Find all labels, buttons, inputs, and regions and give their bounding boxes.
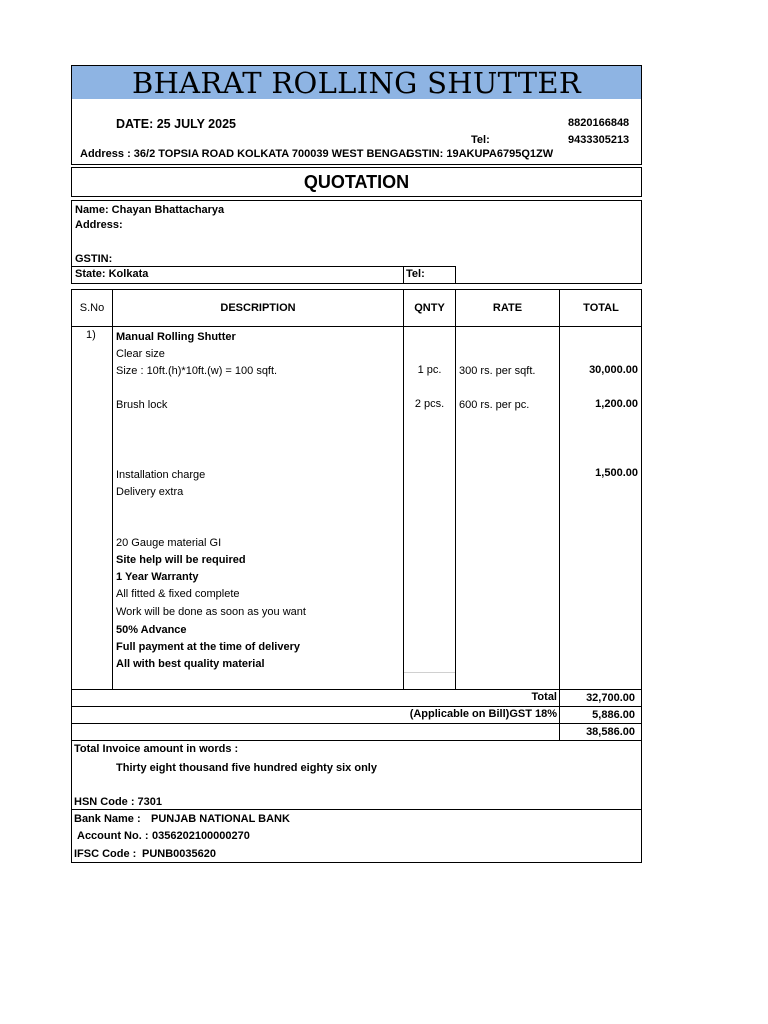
- total-label: Total: [531, 691, 557, 703]
- gst-label: (Applicable on Bill)GST 18%: [409, 708, 557, 720]
- customer-name: Name: Chayan Bhattacharya: [75, 204, 225, 216]
- qnty-faint-line: [404, 672, 455, 673]
- note-item: 50% Advance: [116, 624, 187, 636]
- customer-divider: [71, 266, 456, 267]
- bank-name-label: Bank Name :: [74, 813, 141, 825]
- table-header-divider: [71, 326, 642, 327]
- bank-name-value: PUNJAB NATIONAL BANK: [151, 813, 290, 825]
- header-description: DESCRIPTION: [220, 302, 296, 314]
- totals-divider-3: [71, 723, 642, 724]
- note-item: Site help will be required: [116, 554, 246, 566]
- customer-state: State: Kolkata: [75, 268, 149, 280]
- item-install-total: 1,500.00: [595, 467, 638, 479]
- company-phone-1: 8820166848: [568, 117, 630, 129]
- company-phone-2: 9433305213: [568, 134, 630, 146]
- item-size-total: 30,000.00: [589, 364, 638, 376]
- item-sno: 1): [86, 329, 96, 341]
- total-value: 32,700.00: [586, 692, 635, 704]
- quotation-date: DATE: 25 JULY 2025: [116, 117, 236, 131]
- company-name: BHARAT ROLLING SHUTTER: [131, 66, 582, 100]
- note-item: 1 Year Warranty: [116, 571, 199, 583]
- item-lock: Brush lock: [116, 399, 168, 411]
- account-label: Account No. :: [77, 830, 149, 842]
- customer-tel: Tel:: [406, 268, 425, 280]
- item-lock-qty: 2 pcs.: [414, 398, 445, 410]
- amount-words-value: Thirty eight thousand five hundred eighty six only: [116, 762, 377, 774]
- company-gstin: GSTIN: 19AKUPA6795Q1ZW: [406, 148, 554, 160]
- company-address: Address : 36/2 TOPSIA ROAD KOLKATA 700039 WEST BENGAL: [80, 148, 413, 160]
- item-size-rate: 300 rs. per sqft.: [459, 365, 536, 377]
- note-item: 20 Gauge material GI: [116, 537, 222, 549]
- note-item: All with best quality material: [116, 658, 265, 670]
- page-title: QUOTATION: [303, 172, 410, 192]
- header-sno: S.No: [79, 302, 105, 314]
- grand-total-value: 38,586.00: [586, 726, 635, 738]
- item-lock-rate: 600 rs. per pc.: [459, 399, 530, 411]
- customer-address: Address:: [75, 219, 123, 231]
- item-size-qty: 1 pc.: [417, 364, 442, 376]
- col-divider-qnty: [455, 289, 456, 690]
- note-item: Full payment at the time of delivery: [116, 641, 300, 653]
- item-title: Manual Rolling Shutter: [116, 331, 236, 343]
- ifsc-value: PUNB0035620: [142, 848, 216, 860]
- item-lock-total: 1,200.00: [595, 398, 638, 410]
- note-item: All fitted & fixed complete: [116, 588, 240, 600]
- col-divider-sno: [112, 289, 113, 690]
- col-divider-rate: [559, 289, 560, 741]
- item-clear-size: Clear size: [116, 348, 165, 360]
- col-divider-description: [403, 289, 404, 690]
- header-qnty: QNTY: [414, 302, 445, 314]
- customer-tel-divider: [403, 266, 404, 284]
- customer-tel-end: [455, 266, 456, 284]
- ifsc-label: IFSC Code :: [74, 848, 137, 860]
- header-total: TOTAL: [583, 302, 619, 314]
- totals-divider-1: [71, 689, 642, 690]
- note-item: Work will be done as soon as you want: [116, 606, 306, 618]
- item-install: Installation charge: [116, 469, 206, 481]
- gst-value: 5,886.00: [592, 709, 635, 721]
- item-size: Size : 10ft.(h)*10ft.(w) = 100 sqft.: [116, 365, 278, 377]
- account-value: 0356202100000270: [152, 830, 250, 842]
- item-delivery: Delivery extra: [116, 486, 184, 498]
- totals-divider-4: [71, 740, 642, 741]
- customer-gstin: GSTIN:: [75, 253, 113, 265]
- company-tel-label: Tel:: [471, 134, 490, 146]
- totals-divider-2: [71, 706, 642, 707]
- header-rate: RATE: [492, 302, 523, 314]
- amount-words-label: Total Invoice amount in words :: [74, 743, 239, 755]
- hsn-code: HSN Code : 7301: [74, 796, 163, 808]
- bank-divider: [71, 809, 642, 810]
